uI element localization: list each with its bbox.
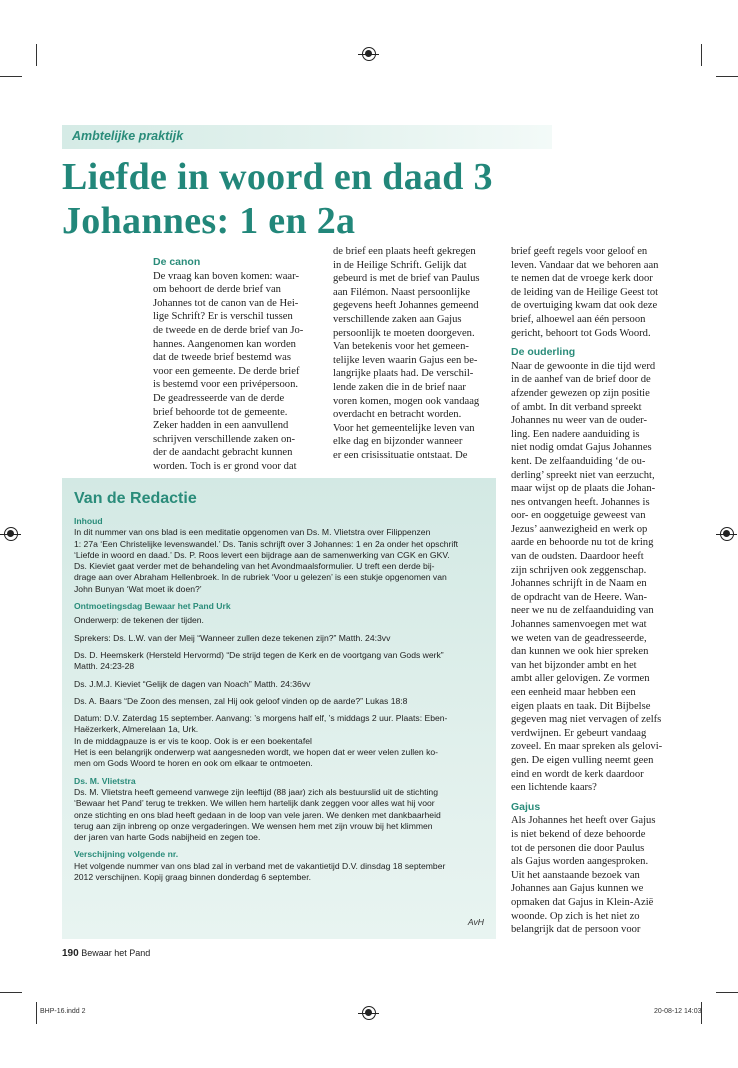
redactie-signature: AvH	[467, 917, 484, 927]
article-column-1	[153, 256, 331, 474]
vlietstra-heading: Ds. M. Vlietstra	[74, 775, 136, 786]
crop-mark-top-left-v	[36, 44, 37, 66]
subhead-de-canon: De canon	[153, 256, 201, 268]
slug-timestamp: 20-08-12 14:03	[654, 1008, 702, 1015]
vlietstra-text: Ds. M. Vlietstra heeft gemeend vanwege zijn leeftijd (88 jaar) zich als bestuurslid uit de stichting ‘Bewaar het Pand’ terug te trekken. We willen hem hartelijk dank zeggen voor alles wat hij voor onze stichting en ons blad heeft gedaan in de loop van vele jaren. We denken met dankbaarheid terug aan zijn inbreng op onze vergaderingen. We wensen hem met zijn vrouw bij het klimmen der jaren van harte Gods nabijheid en zegen toe.	[74, 786, 441, 843]
volgende-nummer-text: Het volgende nummer van ons blad zal in verband met de vakantietijd D.V. dinsdag 18 september 2012 verschijnen. Kopij graag binnen donderdag 6 september.	[74, 860, 446, 883]
title-line-1: Liefde in woord en daad 3	[62, 156, 493, 198]
volgende-nummer-heading: Verschijning volgende nr.	[74, 849, 179, 860]
column-3-intro: brief geeft regels voor geloof en leven. Vandaar dat we behoren aan te nemen dat de vroege kerk door de leiding van de Heilige Geest tot de overtuiging kwam dat ook deze brief, alhoewel aan één persoon gericht, behoort tot Gods Woord.	[511, 246, 659, 339]
column-3-text-gajus: Als Johannes het heeft over Gajus is niet bekend of deze behoorde tot de personen die door Paulus als Gajus worden aangesproken. Uit het aanstaande bezoek van Johannes aan Gajus kunnen we opmaken dat Gajus in Klein-Azië woonde. Op zich is het niet zo belangrijk dat de persoon voor	[511, 815, 656, 936]
spreker-2: Ds. D. Heemskerk (Hersteld Hervormd) “De strijd tegen de Kerk en de voortgang van Gods werk” Matth. 24:23-28	[74, 649, 444, 672]
registration-mark-left-icon	[4, 527, 18, 541]
onderwerp-text: Onderwerp: de tekenen der tijden.	[74, 615, 204, 626]
article-title	[62, 155, 493, 243]
redactie-title: Van de Redactie	[74, 490, 197, 507]
section-label: Ambtelijke praktijk	[72, 129, 184, 143]
datum-text: Datum: D.V. Zaterdag 15 september. Aanvang: ’s morgens half elf, ’s middags 2 uur. Plaats: Eben- Haëzerkerk, Almerelaan 1a, Urk. In de middagpauze is er vis te koop. Ook is er een boekentafel Het is een belangrijk onderwerp wat aangesneden wordt, we hopen dat er weer velen zullen ko- men om Gods Woord te horen en ook om elkaar te ontmoeten.	[74, 713, 448, 769]
crop-mark-bottom-left-h	[0, 992, 22, 993]
redactie-box	[62, 478, 496, 939]
crop-mark-top-right-v	[701, 44, 702, 66]
title-line-2: Johannes: 1 en 2a	[62, 200, 356, 242]
crop-mark-top-left-h	[0, 76, 22, 77]
crop-mark-top-right-h	[716, 76, 738, 77]
registration-mark-bottom-icon	[362, 1006, 376, 1020]
spreker-3: Ds. J.M.J. Kieviet “Gelijk de dagen van Noach” Matth. 24:36vv	[74, 678, 311, 689]
publication-name: Bewaar het Pand	[81, 948, 151, 958]
inhoud-text: In dit nummer van ons blad is een meditatie opgenomen van Ds. M. Vlietstra over Filippenzen 1: 27a ‘Een Christelijke levenswandel.’ Ds. Tanis schrijft over 3 Johannes: 1 en 2a onder het opschrift ‘Liefde in woord en daad.’ Ds. P. Roos levert een bijdrage aan de samenwerking van CGK en GKV. Ds. Kieviet gaat verder met de behandeling van het Avondmaalsformulier. U treft een derde bij- drage aan over Abraham Hellenbroek. In de rubriek ‘Voor u gelezen’ is een stukje opgenomen van John Bunyan ‘Wat moet ik doen?’	[74, 527, 459, 594]
article-column-2	[333, 245, 508, 463]
column-2-text: de brief een plaats heeft gekregen in de Heilige Schrift. Gelijk dat gebeurd is met de brief van Paulus aan Filémon. Naast persoonlijke gegevens heeft Johannes gemeend verschillende zaken aan Gajus persoonlijk te moeten doorgeven. Van betekenis voor het gemeen- telijke leven waarin Gajus een be- langrijke plaats had. De verschil- lende zaken die in de brief naar voren komen, mogen ook vandaag overdacht en betracht worden. Voor het gemeentelijke leven van elke dag en bijzonder wanneer er een crisissituatie ontstaat. De	[333, 246, 480, 461]
inhoud-heading: Inhoud	[74, 516, 103, 526]
crop-mark-bottom-left-v	[36, 1002, 37, 1024]
ontmoetingsdag-heading: Ontmoetingsdag Bewaar het Pand Urk	[74, 601, 231, 612]
article-column-3	[511, 245, 689, 937]
crop-mark-bottom-right-h	[716, 992, 738, 993]
subhead-de-ouderling: De ouderling	[511, 346, 576, 359]
page-number: 190	[62, 948, 79, 959]
registration-mark-top-icon	[362, 47, 376, 61]
redactie-body	[74, 516, 488, 883]
page-footer	[62, 948, 150, 959]
slug-file: BHP-16.indd 2	[40, 1008, 86, 1015]
column-1-text: De vraag kan boven komen: waar- om behoort de derde brief van Johannes tot de canon van de Hei- lige Schrift? Er is verschil tussen de tweede en de derde brief van Jo- hannes. Aangenomen kan worden dat de tweede brief bestemd was voor een gemeente. De derde brief is bestemd voor een privépersoon. De geadresseerde van de derde brief behoorde tot de gemeente. Zeker hadden in een aanvullend schrijven verschillende zaken on- der de aandacht gebracht kunnen worden. Toch is er grond voor dat	[153, 270, 304, 472]
column-3-text-ouderling: Naar de gewoonte in die tijd werd in de aanhef van de brief door de afzender gewezen op zijn positie of ambt. In dit verband spreekt Johannes nu weer van de ouder- ling. Een nadere aanduiding is niet nodig omdat Gajus Johannes kent. De zelfaanduiding ‘de ou- derling’ spreekt niet van eerzucht, maar wijst op de plaats die Johan- nes ontvangen heeft. Johannes is oor- en ooggetuige geweest van Jezus’ aanwezigheid en werk op aarde en behoorde nu tot de kring van de oudsten. Daardoor heeft zijn schrijven ook zeggenschap. Johannes schrijft in de Naam en de opdracht van de Heere. Wan- neer we nu de zelfaanduiding van Johannes samenvoegen met wat we weten van de geadresseerde, dan kunnen we ook hier spreken van het bijzonder ambt en het ambt aller gelovigen. Ze vormen een eenheid maar hebben een eigen plaats en taak. Dit Bijbelse gegeven mag niet vervagen of zelfs verdwijnen. Er gebeurt vandaag zoveel. En maar spreken als gelovi- gen. De eigen vulling neemt geen eind en wordt de kerk daardoor een lichtende kaars?	[511, 360, 663, 794]
subhead-gajus: Gajus	[511, 800, 541, 813]
spreker-4: Ds. A. Baars “De Zoon des mensen, zal Hij ook geloof vinden op de aarde?” Lukas 18:8	[74, 695, 408, 706]
registration-mark-right-icon	[720, 527, 734, 541]
spreker-1: Sprekers: Ds. L.W. van der Meij “Wanneer zullen deze tekenen zijn?” Matth. 24:3vv	[74, 632, 391, 643]
